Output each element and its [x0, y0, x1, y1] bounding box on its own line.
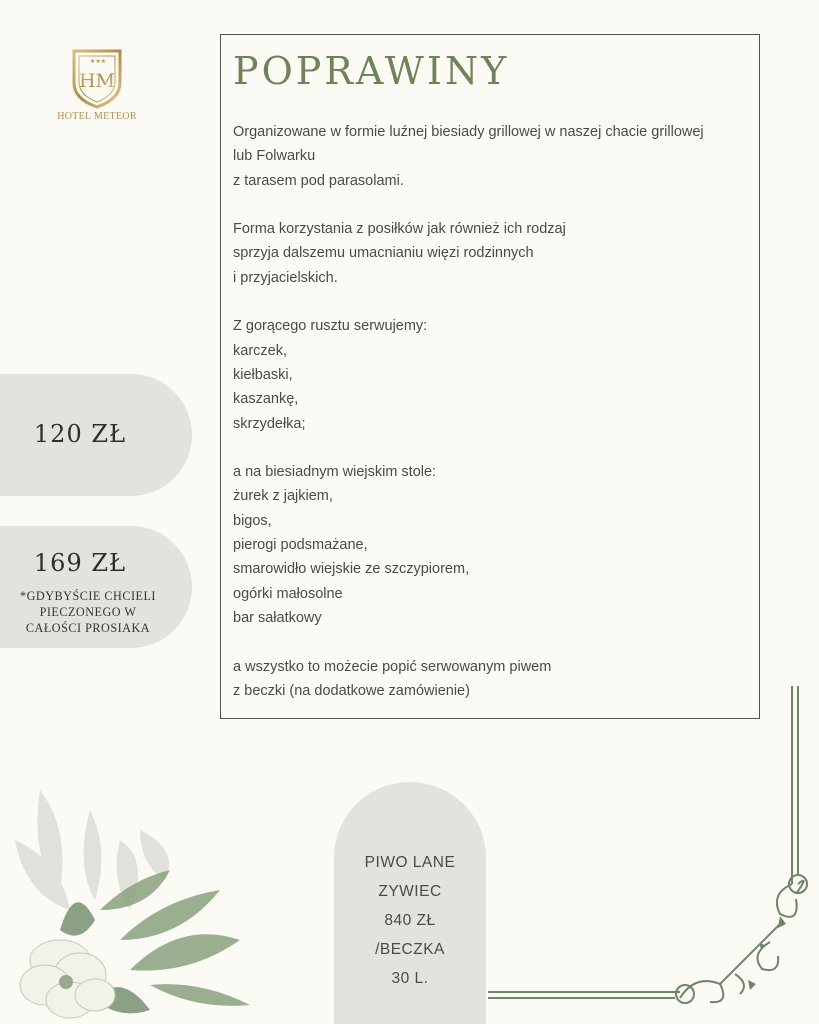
menu-line: z tarasem pod parasolami.: [233, 172, 404, 189]
menu-line: żurek z jajkiem,: [233, 488, 333, 505]
blank-line: [233, 630, 753, 654]
menu-line: i przyjacielskich.: [233, 269, 338, 286]
price-note-line: *GDYBYŚCIE CHCIELI: [20, 589, 156, 603]
menu-line: bigos,: [233, 512, 272, 529]
corner-ornament-icon: [480, 684, 819, 1024]
floral-decoration-icon: [0, 770, 260, 1024]
hotel-name: HOTEL METEOR: [57, 111, 137, 122]
blank-line: [233, 193, 753, 217]
beer-offer-badge: [334, 782, 486, 1024]
page-title: POPRAWINY: [233, 49, 510, 93]
menu-line: Forma korzystania z posiłków jak również ich rodzaj: [233, 221, 566, 238]
menu-line: karczek,: [233, 342, 287, 359]
blank-line: [233, 436, 753, 460]
blank-line: [233, 290, 753, 314]
hotel-logo: [52, 45, 142, 130]
menu-line: kiełbaski,: [233, 366, 293, 383]
menu-line: Organizowane w formie luźnej biesiady grillowej w naszej chacie grillowej: [233, 124, 704, 140]
menu-line: lub Folwarku: [233, 148, 316, 165]
price-note-line: CAŁOŚCI PROSIAKA: [25, 621, 151, 635]
menu-line: sprzyja dalszemu umacnianiu więzi rodzinnych: [233, 245, 534, 262]
beer-line: 840 ZŁ: [384, 912, 436, 929]
beer-line: /BECZKA: [375, 941, 445, 958]
menu-line: smarowidło wiejskie ze szczypiorem,: [233, 561, 470, 578]
menu-line: skrzydełka;: [233, 415, 306, 432]
menu-line: bar sałatkowy: [233, 609, 322, 626]
logo-monogram: HM: [78, 70, 116, 92]
svg-text:★★★: ★★★: [90, 58, 107, 65]
menu-line: a wszystko to możecie popić serwowanym piwem: [233, 658, 552, 675]
beer-line: PIWO LANE: [364, 854, 456, 871]
price-badge-basic: [0, 374, 192, 496]
menu-line: z beczki (na dodatkowe zamówienie): [233, 682, 470, 699]
menu-line: Z gorącego rusztu serwujemy:: [233, 318, 428, 335]
price-badge-premium: [0, 526, 192, 648]
price-basic: 120 ZŁ: [33, 420, 127, 448]
price-premium-note: [0, 588, 176, 636]
menu-description: [233, 120, 753, 703]
beer-line: ZYWIEC: [378, 883, 442, 900]
menu-line: kaszankę,: [233, 391, 299, 408]
menu-line: a na biesiadnym wiejskim stole:: [233, 464, 437, 481]
menu-line: ogórki małosolne: [233, 585, 343, 602]
price-note-line: PIECZONEGO W: [39, 605, 137, 619]
price-premium: 169 ZŁ: [33, 549, 127, 577]
beer-line: 30 L.: [391, 970, 429, 987]
menu-line: pierogi podsmażane,: [233, 537, 368, 554]
menu-card: [220, 34, 760, 719]
crest-icon: [70, 45, 124, 109]
